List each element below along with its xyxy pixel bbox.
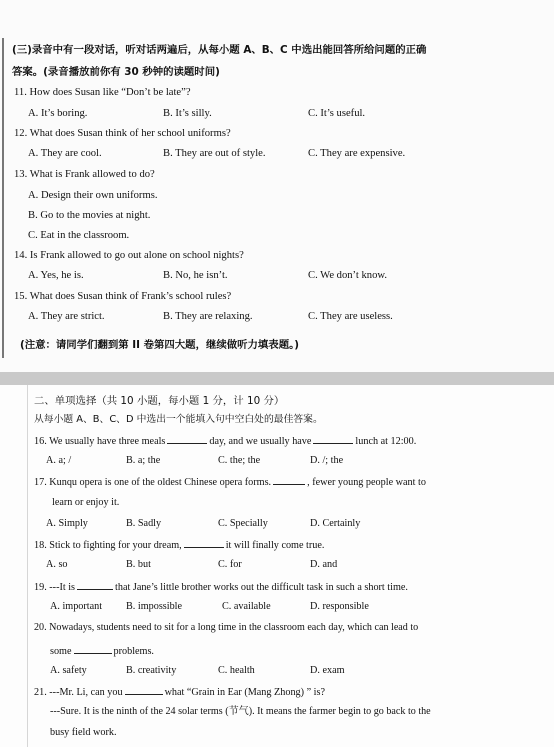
- q14-option-b: B. No, he isn’t.: [163, 270, 228, 281]
- q12-option-b: B. They are out of style.: [163, 148, 266, 159]
- q19-option-b: B. impossible: [126, 601, 183, 612]
- answer-blank: [74, 644, 112, 654]
- q20-option-b: B. creativity: [126, 665, 177, 676]
- q17-option-a: A. Simply: [46, 518, 88, 529]
- q17-option-b: B. Sadly: [126, 518, 162, 529]
- question-21-line2: ---Sure. It is the ninth of the 24 solar terms (节气). It means the farmer begin to go back to the: [50, 706, 431, 717]
- q13-option-c: C. Eat in the classroom.: [28, 230, 130, 241]
- question-21: 21. ---Mr. Li, can you what “Grain in Ear (Mang Zhong) ” is?: [34, 687, 325, 698]
- question-11: 11. How does Susan like “Don’t be late”?: [14, 87, 191, 98]
- grammar-instruction: 从每小题 A、B、C、D 中选出一个能填入句中空白处的最佳答案。: [34, 414, 323, 425]
- q14-option-a: A. Yes, he is.: [28, 270, 84, 281]
- section-divider: [0, 372, 554, 385]
- question-20-line2: some problems.: [50, 646, 154, 657]
- q12-option-c: C. They are expensive.: [308, 148, 406, 159]
- q20-option-d: D. exam: [310, 665, 345, 676]
- q12-option-a: A. They are cool.: [28, 148, 102, 159]
- q20-option-a: A. safety: [50, 665, 87, 676]
- question-19: 19. ---It is that Jane’s little brother works out the difficult task in such a short time.: [34, 582, 408, 593]
- answer-blank: [273, 475, 305, 485]
- question-15: 15. What does Susan think of Frank’s school rules?: [14, 291, 232, 302]
- q11-option-b: B. It’s silly.: [163, 108, 212, 119]
- answer-blank: [184, 538, 224, 548]
- q17-option-c: C. Specially: [218, 518, 268, 529]
- question-17-line2: learn or enjoy it.: [52, 497, 120, 508]
- listening-instruction-line2: 答案。(录音播放前你有 30 秒钟的读题时间): [12, 66, 220, 78]
- q19-option-d: D. responsible: [310, 601, 369, 612]
- q14-option-c: C. We don’t know.: [308, 270, 387, 281]
- question-12: 12. What does Susan think of her school uniforms?: [14, 128, 231, 139]
- question-14: 14. Is Frank allowed to go out alone on school nights?: [14, 250, 244, 261]
- q11-option-a: A. It’s boring.: [28, 108, 88, 119]
- q13-option-a: A. Design their own uniforms.: [28, 190, 158, 201]
- q15-option-c: C. They are useless.: [308, 311, 393, 322]
- answer-blank: [313, 434, 353, 444]
- q16-option-d: D. /; the: [310, 455, 344, 466]
- q19-option-c: C. available: [222, 601, 271, 612]
- q15-option-b: B. They are relaxing.: [163, 311, 253, 322]
- question-18: 18. Stick to fighting for your dream, it will finally come true.: [34, 540, 325, 551]
- margin-rule: [2, 38, 4, 358]
- q16-option-b: B. a; the: [126, 455, 161, 466]
- q16-option-c: C. the; the: [218, 455, 261, 466]
- question-20: 20. Nowadays, students need to sit for a long time in the classroom each day, which can lead to: [34, 622, 419, 633]
- q18-option-a: A. so: [46, 559, 68, 570]
- listening-note: (注意：请同学们翻到第 II 卷第四大题，继续做听力填表题。): [20, 339, 300, 351]
- question-13: 13. What is Frank allowed to do?: [14, 169, 155, 180]
- question-16: 16. We usually have three meals day, and we usually have lunch at 12:00.: [34, 436, 417, 447]
- margin-rule-2: [27, 385, 28, 747]
- answer-blank: [167, 434, 207, 444]
- question-21-line3: busy field work.: [50, 727, 117, 738]
- q16-option-a: A. a; /: [46, 455, 72, 466]
- question-17: 17. Kunqu opera is one of the oldest Chinese opera forms. , fewer young people want to: [34, 477, 426, 488]
- q13-option-b: B. Go to the movies at night.: [28, 210, 151, 221]
- q19-option-a: A. important: [50, 601, 103, 612]
- q20-option-c: C. health: [218, 665, 255, 676]
- answer-blank: [77, 580, 113, 590]
- answer-blank: [125, 685, 163, 695]
- q15-option-a: A. They are strict.: [28, 311, 105, 322]
- listening-instruction-line1: (三)录音中有一段对话，听对话两遍后，从每小题 A、B、C 中选出能回答所给问题的正确: [12, 44, 427, 56]
- q18-option-b: B. but: [126, 559, 151, 570]
- q18-option-d: D. and: [310, 559, 338, 570]
- grammar-heading: 二、单项选择（共 10 小题，每小题 1 分，计 10 分）: [34, 395, 285, 407]
- q18-option-c: C. for: [218, 559, 242, 570]
- q17-option-d: D. Certainly: [310, 518, 361, 529]
- q11-option-c: C. It’s useful.: [308, 108, 366, 119]
